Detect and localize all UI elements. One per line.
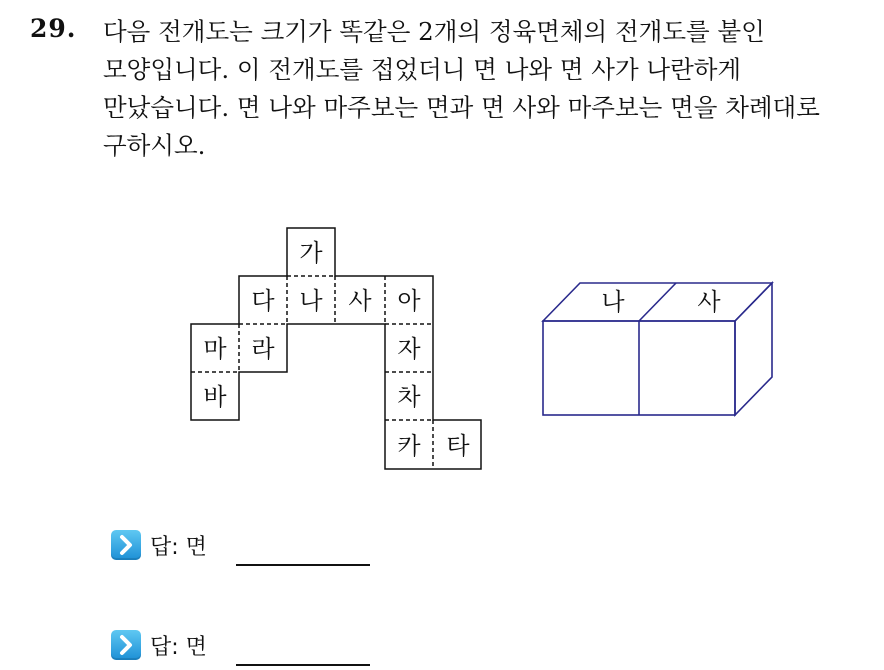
face-label: 타 [446,432,470,460]
answer-label: 답: 면 [150,534,207,560]
answer-row-2 [111,627,207,663]
chevron-right-icon [111,630,141,660]
cube-top-labels [601,288,721,316]
answer-row-1 [111,527,207,563]
face-label: 아 [397,287,421,315]
face-label: 자 [397,335,421,363]
cube-top-label: 사 [697,288,721,316]
joined-cubes [543,283,772,415]
question-line: 다음 전개도는 크기가 똑같은 2개의 정육면체의 전개도를 붙인 [103,17,765,46]
face-label: 마 [203,335,227,363]
face-label: 가 [299,239,323,267]
cube-net [191,228,481,469]
question-line: 구하시오. [103,131,206,160]
chevron-right-icon [111,530,141,560]
face-label: 차 [397,383,421,411]
face-label: 바 [203,383,227,411]
net-labels [203,239,470,460]
cube-top-label: 나 [601,288,625,316]
question-line: 만났습니다. 면 나와 마주보는 면과 면 사와 마주보는 면을 차례대로 [103,93,820,122]
face-label: 다 [251,287,275,315]
face-label: 나 [299,287,323,315]
question-line: 모양입니다. 이 전개도를 접었더니 면 나와 면 사가 나란하게 [103,55,742,84]
answer-label: 답: 면 [150,634,207,660]
net-outline [191,228,481,469]
face-label: 카 [397,432,421,460]
answer-blank-2[interactable] [236,664,370,666]
answer-blank-1[interactable] [236,564,370,566]
face-label: 사 [348,287,372,315]
question-number: 29. [30,14,77,43]
face-label: 라 [251,335,275,363]
